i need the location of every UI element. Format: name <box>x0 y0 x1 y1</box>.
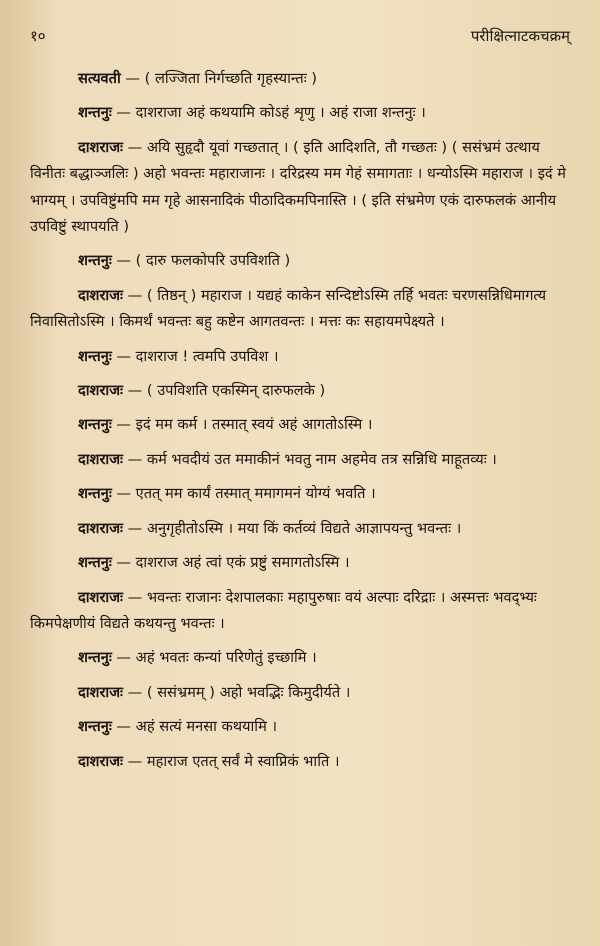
line-text: — अहं भवतः कन्यां परिणेतुं इच्छामि । <box>111 649 317 667</box>
speaker-name: दाशराजः <box>78 519 123 537</box>
line-text: — ( लज्जिता निर्गच्छति गृहस्यान्तः ) <box>120 70 317 87</box>
speaker-name: शन्तनुः <box>78 416 112 434</box>
speaker-name: शन्तनुः <box>78 347 112 365</box>
line-text: — ( तिष्ठन् ) महाराज । यद्यहं काकेन सन्दिष्टोऽस्मि तर्हि भवतः चरणसन्निधिमागत्य निवासितोऽस्मि । किमर्थं भवन्तः बहु कष्टेन आगतवन्तः । मत्तः कः सहायमपेक्ष्यते । <box>30 286 547 331</box>
dialogue-line <box>30 283 578 336</box>
speaker-name: दाशराजः <box>78 752 123 770</box>
dialogue-line <box>30 714 578 740</box>
dialogue-line <box>30 412 578 438</box>
line-text: — अयि सुहृदौ यूवां गच्छतात् । ( इति आदिशति, तौ गच्छतः ) ( ससंभ्रमं उत्थाय विनीतः बद्धाञ्जलिः ) अहो भवन्तः महाराजानः । दरिद्रस्य मम गेहं समागताः । धन्योऽस्मि महाराज । इदं मे भाग्यम् । उपविष्टुंमपि मम गृहे आसनादिकं पीठादिकमपिनास्ति । ( इति संभ्रमेण एकं दारुफलकं आनीय उपविष्टुं स्थापयति ) <box>30 138 566 236</box>
running-title: परीक्षित्नाटकचक्रम् <box>470 27 570 45</box>
line-text: — अनुगृहीतोऽस्मि । मया किं कर्तव्यं विद्यते आज्ञापयन्तु भवन्तः । <box>122 519 462 537</box>
page-number: १० <box>30 27 46 45</box>
page-header <box>30 26 570 50</box>
dialogue-line <box>30 645 578 671</box>
line-text: — दाशराजा अहं कथयामि कोऽहं शृणु । अहं राजा शन्तनुः । <box>111 104 426 122</box>
line-text: — दाशराज अहं त्वां एकं प्रष्टुं समागतोऽस्मि । <box>111 554 350 572</box>
speaker-name: शन्तनुः <box>78 554 112 572</box>
line-text: — कर्म भवदीयं उत ममाकीनं भवतु नाम अहमेव तत्र सन्निधि माहूतव्यः । <box>122 450 497 468</box>
speaker-name: शन्तनुः <box>78 104 112 122</box>
speaker-name: शन्तनुः <box>78 252 112 270</box>
speaker-name: शन्तनुः <box>78 718 112 736</box>
dialogue-line <box>30 680 578 706</box>
dialogue-line <box>30 585 578 638</box>
dialogue-line <box>30 66 578 92</box>
dialogue-line <box>30 378 578 404</box>
speaker-name: शन्तनुः <box>78 649 112 667</box>
line-text: — एतत् मम कार्यं तस्मात् ममागमनं योग्यं भवति । <box>111 485 376 503</box>
speaker-name: दाशराजः <box>78 382 123 400</box>
line-text: — इदं मम कर्म । तस्मात् स्वयं अहं आगतोऽस्मि । <box>111 416 373 434</box>
dialogue-line <box>30 248 578 274</box>
dialogue-line <box>30 516 578 542</box>
dialogue-body <box>30 66 578 783</box>
line-text: — ( दारु फलकोपरि उपविशति ) <box>111 252 291 270</box>
dialogue-line <box>30 344 578 370</box>
speaker-name: दाशराजः <box>78 450 123 468</box>
dialogue-line <box>30 550 578 576</box>
line-text: — महाराज एतत् सर्वं मे स्वाप्निकं भाति । <box>122 752 340 770</box>
speaker-name: दाशराजः <box>78 138 123 156</box>
line-text: — ( ससंभ्रमम् ) अहो भवद्भिः किमुदीर्यते । <box>122 683 351 701</box>
dialogue-line <box>30 447 578 473</box>
line-text: — अहं सत्यं मनसा कथयामि । <box>111 718 277 736</box>
dialogue-line <box>30 100 578 126</box>
line-text: — दाशराज ! त्वमपि उपविश । <box>111 347 279 365</box>
speaker-name: शन्तनुः <box>78 485 112 503</box>
dialogue-line <box>30 135 578 241</box>
speaker-name: दाशराजः <box>78 286 123 304</box>
speaker-name: सत्यवती <box>78 70 121 87</box>
dialogue-line <box>30 749 578 775</box>
line-text: — ( उपविशति एकस्मिन् दारुफलके ) <box>122 382 326 400</box>
speaker-name: दाशराजः <box>78 588 123 606</box>
line-text: — भवन्तः राजानः देशपालकाः महापुरुषाः वयं अल्पाः दरिद्राः । अस्मत्तः भवद्भ्यः किमपेक्षणीयं विद्यते कथयन्तु भवन्तः । <box>30 588 537 632</box>
dialogue-line <box>30 481 578 507</box>
speaker-name: दाशराजः <box>78 683 123 701</box>
